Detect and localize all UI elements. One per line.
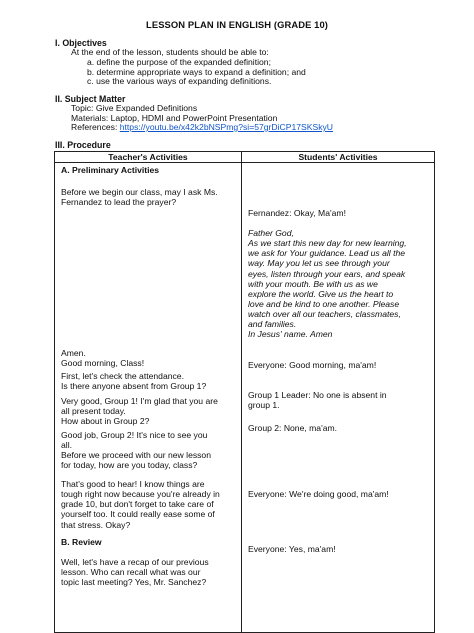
text-line: yourself too. It could really ease some of — [61, 509, 215, 520]
objectives-heading: I. Objectives — [55, 38, 107, 48]
teacher-column-header: Teacher's Activities — [55, 152, 242, 163]
text-line: Good morning, Class! — [61, 358, 145, 369]
text-line: that stress. Okay? — [61, 519, 131, 530]
text-line: Good job, Group 2! It's nice to see you — [61, 430, 208, 440]
objectives-intro: At the end of the lesson, students should be able to: — [71, 47, 269, 57]
students-activities-cell — [242, 163, 435, 633]
text-line: for today, how are you today, class? — [61, 460, 198, 471]
text-line: How about in Group 2? — [61, 416, 150, 427]
text-line: Before we begin our class, may I ask Ms. — [61, 187, 218, 197]
student-group1-leader-reply — [248, 390, 427, 410]
students-column-header: Students' Activities — [242, 152, 435, 163]
student-everyone-greeting: Everyone: Good morning, ma'am! — [248, 360, 377, 370]
text-line: tough right now because you're already in — [61, 489, 220, 500]
text-line: Is there anyone absent from Group 1? — [61, 381, 207, 392]
references-line — [71, 122, 333, 132]
teacher-attendance — [61, 371, 234, 391]
text-line: all present today. — [61, 406, 126, 417]
text-line: topic last meeting? Yes, Mr. Sanchez? — [61, 577, 207, 588]
table-header-row — [55, 152, 435, 163]
prayer-line: with your mouth. Be with us as we — [248, 278, 378, 289]
text-line: Well, let's have a recap of our previous — [61, 557, 209, 567]
prayer-line: In Jesus' name. Amen — [248, 329, 333, 340]
teacher-activities-cell — [55, 163, 242, 633]
teacher-prayer-request — [61, 187, 234, 207]
teacher-group1-response — [61, 396, 234, 426]
topic-line: Topic: Give Expanded Definitions — [71, 103, 198, 113]
student-everyone-yes: Everyone: Yes, ma'am! — [248, 544, 336, 554]
text-line: Group 1 Leader: No one is absent in — [248, 390, 387, 400]
text-line: Before we proceed with our new lesson — [61, 450, 211, 461]
prayer-line: and families. — [248, 319, 297, 330]
objective-item: c. use the various ways of expanding definitions. — [87, 76, 272, 86]
text-line: Amen. — [61, 348, 86, 358]
teacher-greeting — [61, 348, 234, 368]
table-row — [55, 163, 435, 633]
prayer-line: love and be kind to one another. Please — [248, 298, 400, 309]
teacher-encouragement — [61, 479, 234, 530]
text-line: all. — [61, 440, 72, 451]
references-link[interactable]: https://youtu.be/x42k2bNSPmg?si=57grDiCP17SKSkyU — [119, 122, 334, 132]
references-label: References: — [71, 122, 120, 132]
prayer-line: we ask for Your guidance. Lead us all the — [248, 248, 406, 259]
text-line: Fernandez to lead the prayer? — [61, 197, 177, 208]
text-line: lesson. Who can recall what was our — [61, 567, 201, 578]
prayer-line: watch over all our teachers, classmates, — [248, 309, 401, 320]
teacher-review-question — [61, 557, 234, 587]
prayer-line: eyes, listen through your ears, and speak — [248, 268, 406, 279]
student-group2-reply: Group 2: None, ma'am. — [248, 423, 338, 433]
teacher-group2-response — [61, 430, 234, 471]
procedure-table — [54, 151, 435, 633]
prayer-line: As we start this new day for new learning, — [248, 238, 407, 249]
student-everyone-doing-good: Everyone: We're doing good, ma'am! — [248, 489, 389, 499]
document-title: LESSON PLAN IN ENGLISH (GRADE 10) — [146, 19, 328, 30]
subject-matter-heading: II. Subject Matter — [55, 94, 126, 104]
section-a-heading: A. Preliminary Activities — [61, 165, 160, 175]
prayer-line: explore the world. Give us the heart to — [248, 288, 394, 299]
student-fernandez-reply: Fernandez: Okay, Ma'am! — [248, 208, 346, 218]
procedure-heading: III. Procedure — [55, 140, 111, 150]
prayer-line: Father God, — [248, 228, 294, 238]
prayer-line: way. May you let us see through your — [248, 258, 390, 269]
text-line: group 1. — [248, 400, 280, 411]
materials-line: Materials: Laptop, HDMI and PowerPoint Presentation — [71, 113, 278, 123]
text-line: First, let's check the attendance. — [61, 371, 184, 381]
text-line: grade 10, but don't forget to take care of — [61, 499, 214, 510]
objective-item: a. define the purpose of the expanded definition; — [87, 57, 271, 67]
section-b-heading: B. Review — [61, 537, 102, 547]
text-line: Very good, Group 1! I'm glad that you are — [61, 396, 218, 406]
objective-item: b. determine appropriate ways to expand a definition; and — [87, 67, 306, 77]
text-line: That's good to hear! I know things are — [61, 479, 205, 489]
student-prayer — [248, 228, 427, 340]
